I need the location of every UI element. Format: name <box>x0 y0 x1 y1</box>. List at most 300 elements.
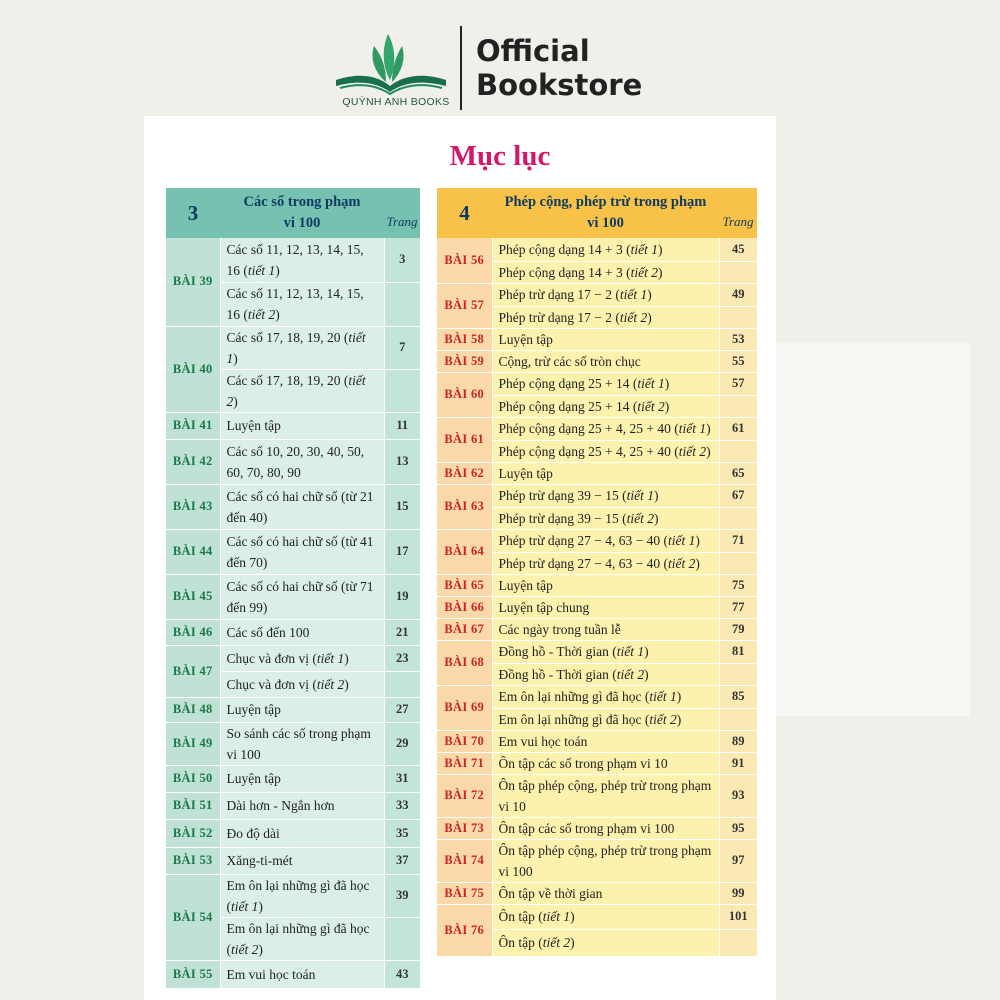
lesson-title <box>220 238 384 282</box>
brand-header <box>330 22 650 114</box>
toc-row <box>437 640 757 663</box>
toc-row <box>166 645 420 671</box>
page-number: 31 <box>384 765 420 792</box>
lesson-label: BÀI 42 <box>166 439 220 484</box>
lesson-label: BÀI 50 <box>166 765 220 792</box>
toc-row <box>166 326 420 369</box>
toc-row <box>437 372 757 395</box>
page-number <box>384 671 420 697</box>
lesson-period-text: tiết 1 <box>668 533 696 548</box>
lesson-title-text: ) <box>275 262 280 278</box>
lesson-label: BÀI 69 <box>437 685 492 730</box>
lesson-period-text: tiết 2 <box>616 666 645 682</box>
lesson-label: BÀI 65 <box>437 574 492 596</box>
brand-tagline <box>476 34 642 102</box>
lesson-title <box>220 847 384 874</box>
lesson-title <box>492 640 719 663</box>
page-number: 81 <box>719 640 757 663</box>
brand-logo-text: QUỲNH ANH BOOKS <box>342 96 450 108</box>
lesson-label: BÀI 70 <box>437 730 492 752</box>
lesson-title <box>492 574 719 596</box>
lesson-title-text: Luyện tập <box>226 702 281 717</box>
page-number: 29 <box>384 722 420 765</box>
lesson-title-text: ) <box>657 241 663 257</box>
toc-row <box>437 596 757 618</box>
lesson-title-text: Xăng-ti-mét <box>226 853 293 868</box>
lesson-label: BÀI 63 <box>437 484 492 529</box>
page-number: 21 <box>384 619 420 645</box>
lesson-title-text: Các số 17, 18, 19, 20 ( <box>226 372 349 388</box>
lesson-period-text: tiết 2 <box>247 307 276 322</box>
page-number: 99 <box>719 882 757 904</box>
page-number: 71 <box>719 529 757 552</box>
toc-row <box>166 484 420 529</box>
lesson-title-text: Phép cộng dạng 14 + 3 ( <box>498 241 631 257</box>
lesson-title <box>220 484 384 529</box>
lesson-label: BÀI 59 <box>437 350 492 372</box>
tagline-line1: Official <box>476 34 590 68</box>
lesson-label: BÀI 48 <box>166 697 220 722</box>
toc-row <box>437 774 757 817</box>
lesson-title-text: Ôn tập các số trong phạm vi 10 <box>498 755 668 771</box>
lesson-title <box>220 574 384 619</box>
lesson-title <box>492 618 719 640</box>
lesson-title-text: Các ngày trong tuần lễ <box>498 621 621 637</box>
lesson-title <box>492 882 719 904</box>
lesson-label: BÀI 73 <box>437 817 492 839</box>
lesson-title <box>492 507 719 529</box>
lesson-title-text: So sánh các số trong phạm vi 100 <box>226 725 371 762</box>
lesson-title <box>220 917 384 960</box>
lesson-period-text: tiết 2 <box>630 264 658 280</box>
lesson-title-text: Em ôn lại những gì đã học ( <box>498 711 650 727</box>
lesson-title-text: ) <box>644 644 649 659</box>
lesson-title-text: Luyện tập <box>498 465 553 481</box>
lesson-title <box>492 484 719 507</box>
lesson-title-text: ) <box>233 350 238 366</box>
lesson-label: BÀI 52 <box>166 819 220 847</box>
toc-row <box>437 817 757 839</box>
lesson-title <box>220 697 384 722</box>
lesson-title-text: Đồng hồ - Thời gian ( <box>498 644 617 659</box>
lesson-title <box>220 619 384 645</box>
lesson-title <box>220 282 384 326</box>
lesson-title-text: Luyện tập <box>226 771 281 786</box>
page-number: 7 <box>384 326 420 369</box>
lesson-title-text: ) <box>654 488 659 503</box>
toc-row <box>437 484 757 507</box>
page-number: 35 <box>384 819 420 847</box>
lesson-period-text: tiết 2 <box>226 372 366 409</box>
chapter-3-header <box>166 188 420 238</box>
lesson-label: BÀI 76 <box>437 904 492 956</box>
lesson-title-text: Ôn tập ( <box>498 935 543 950</box>
lesson-title-text: ) <box>233 393 238 409</box>
page-number <box>719 552 757 574</box>
page-number <box>384 282 420 326</box>
lesson-title-text: ) <box>654 510 659 526</box>
chapter-3-title <box>220 188 384 238</box>
page-number: 3 <box>384 238 420 282</box>
lesson-title <box>492 440 719 462</box>
toc-row <box>166 792 420 819</box>
chapter-4-number: 4 <box>437 188 492 238</box>
lesson-title-text: ) <box>344 676 349 692</box>
lesson-title <box>492 663 719 685</box>
toc-row <box>437 574 757 596</box>
lesson-title-text: ) <box>258 941 263 957</box>
lesson-title-text: ) <box>657 264 663 280</box>
lesson-title-text: ) <box>695 533 700 548</box>
lesson-title <box>220 722 384 765</box>
toc-row <box>437 462 757 484</box>
page-number: 55 <box>719 350 757 372</box>
lesson-title <box>492 462 719 484</box>
toc-row <box>437 730 757 752</box>
lesson-title-text: Luyện tập <box>226 418 281 433</box>
page-number: 77 <box>719 596 757 618</box>
lesson-period-text: tiết 2 <box>649 711 677 727</box>
toc-row <box>166 847 420 874</box>
lesson-title-text: ) <box>647 287 652 302</box>
lesson-title-text: Luyện tập chung <box>498 599 590 615</box>
lesson-period-text: tiết 2 <box>316 676 345 692</box>
page-number: 13 <box>384 439 420 484</box>
lesson-period-text: tiết 1 <box>619 287 648 302</box>
page-number: 75 <box>719 574 757 596</box>
lesson-title-text: Phép trừ dạng 27 − 4, 63 − 40 ( <box>498 555 669 571</box>
lesson-title <box>220 369 384 412</box>
lesson-title-text: Phép trừ dạng 17 − 2 ( <box>498 287 620 302</box>
tagline-line2: Bookstore <box>476 68 643 102</box>
lesson-title-text: Ôn tập ( <box>498 909 543 924</box>
lesson-label: BÀI 43 <box>166 484 220 529</box>
chapter-4-title <box>492 188 719 238</box>
lesson-period-text: tiết 1 <box>649 689 677 704</box>
header-divider <box>460 26 462 110</box>
lesson-title <box>492 839 719 882</box>
lesson-title-text: Phép cộng dạng 25 + 14 ( <box>498 376 638 391</box>
lesson-label: BÀI 56 <box>437 238 492 283</box>
toc-row <box>437 350 757 372</box>
page-number: 57 <box>719 372 757 395</box>
lesson-period-text: tiết 1 <box>626 488 655 503</box>
toc-row <box>166 819 420 847</box>
page-number <box>719 395 757 417</box>
toc-row <box>437 283 757 306</box>
lesson-title <box>220 439 384 484</box>
page-number: 45 <box>719 238 757 261</box>
page-number: 61 <box>719 417 757 440</box>
lesson-title-text: Các số 11, 12, 13, 14, 15, 16 ( <box>226 241 364 278</box>
lesson-title-text: Các số có hai chữ số (từ 21 đến 40) <box>226 488 374 525</box>
lesson-title-text: Ôn tập phép cộng, phép trừ trong phạm vi 10 <box>498 777 712 814</box>
page-number: 11 <box>384 412 420 439</box>
lesson-title-text: Em ôn lại những gì đã học ( <box>226 920 370 957</box>
lesson-title-text: Chục và đơn vị ( <box>226 676 317 692</box>
lesson-title-text: Dài hơn - Ngắn hơn <box>226 798 335 813</box>
lesson-label: BÀI 71 <box>437 752 492 774</box>
lesson-period-text: tiết 1 <box>637 376 665 391</box>
lesson-label: BÀI 68 <box>437 640 492 685</box>
lesson-title-text: Phép trừ dạng 17 − 2 ( <box>498 309 620 325</box>
toc-row <box>437 417 757 440</box>
chapter-3-toc-table <box>166 188 420 989</box>
page-number <box>719 306 757 328</box>
lesson-label: BÀI 49 <box>166 722 220 765</box>
lesson-title-text: Phép cộng dạng 25 + 4, 25 + 40 ( <box>498 421 679 436</box>
page-number: 19 <box>384 574 420 619</box>
chapter-4-page-column-header: Trang <box>719 188 757 238</box>
lesson-label: BÀI 53 <box>166 847 220 874</box>
page-number: 67 <box>719 484 757 507</box>
lesson-period-text: tiết 2 <box>678 443 707 459</box>
lesson-period-text: tiết 1 <box>616 644 645 659</box>
lesson-label: BÀI 46 <box>166 619 220 645</box>
lesson-label: BÀI 67 <box>437 618 492 640</box>
lesson-label: BÀI 44 <box>166 529 220 574</box>
lesson-label: BÀI 55 <box>166 960 220 988</box>
toc-row <box>437 839 757 882</box>
lesson-title-text: Em ôn lại những gì đã học ( <box>498 689 650 704</box>
lesson-title <box>492 261 719 283</box>
page-number <box>384 917 420 960</box>
lesson-title-text: Phép trừ dạng 27 − 4, 63 − 40 ( <box>498 533 669 548</box>
page-number: 97 <box>719 839 757 882</box>
lesson-title-text: ) <box>695 555 700 571</box>
lesson-title-text: Các số 10, 20, 30, 40, 50, 60, 70, 80, 90 <box>226 443 365 480</box>
lesson-title-text: Các số có hai chữ số (từ 71 đến 99) <box>226 578 374 615</box>
lesson-title <box>220 645 384 671</box>
page-number <box>719 663 757 685</box>
toc-row <box>437 328 757 350</box>
lesson-title-text: ) <box>644 666 649 682</box>
lesson-title-text: ) <box>676 711 682 727</box>
lesson-period-text: tiết 1 <box>226 329 366 366</box>
lesson-title-text: Các số đến 100 <box>226 624 310 640</box>
page-number <box>719 929 757 956</box>
lesson-period-text: tiết 2 <box>619 309 648 325</box>
background-card <box>776 342 970 716</box>
page-number: 93 <box>719 774 757 817</box>
page-number: 17 <box>384 529 420 574</box>
chapter-3-title-line2: vi 100 <box>283 215 321 231</box>
lesson-title-text: Các số 17, 18, 19, 20 ( <box>226 329 349 345</box>
lesson-title <box>492 529 719 552</box>
lesson-label: BÀI 47 <box>166 645 220 697</box>
page-title: Mục lục <box>449 140 551 172</box>
page-number <box>719 507 757 529</box>
lesson-label: BÀI 39 <box>166 238 220 326</box>
lesson-label: BÀI 40 <box>166 326 220 412</box>
lesson-label: BÀI 74 <box>437 839 492 882</box>
lesson-title <box>220 874 384 917</box>
lesson-title-text: Em vui học toán <box>498 733 588 749</box>
page-number <box>384 369 420 412</box>
page-number: 79 <box>719 618 757 640</box>
lesson-period-text: tiết 1 <box>247 262 276 278</box>
page-number: 101 <box>719 904 757 929</box>
lesson-title <box>492 552 719 574</box>
lesson-title <box>492 372 719 395</box>
toc-row <box>166 529 420 574</box>
page-number: 23 <box>384 645 420 671</box>
page-number: 49 <box>719 283 757 306</box>
lesson-title <box>492 328 719 350</box>
lesson-title-text: ) <box>258 898 263 914</box>
lesson-label: BÀI 51 <box>166 792 220 819</box>
toc-row <box>166 574 420 619</box>
lesson-title-text: Ôn tập phép cộng, phép trừ trong phạm vi 100 <box>498 842 712 879</box>
lesson-title <box>220 792 384 819</box>
toc-row <box>166 697 420 722</box>
lesson-label: BÀI 75 <box>437 882 492 904</box>
lesson-title-text: ) <box>664 376 670 391</box>
lesson-title <box>220 529 384 574</box>
page-number <box>719 261 757 283</box>
toc-row <box>437 529 757 552</box>
lesson-title-text: ) <box>647 309 652 325</box>
toc-row <box>437 882 757 904</box>
lesson-label: BÀI 45 <box>166 574 220 619</box>
toc-row <box>166 412 420 439</box>
page-number: 53 <box>719 328 757 350</box>
lesson-title-text: ) <box>344 650 349 666</box>
lesson-title-text: Em vui học toán <box>226 966 316 982</box>
page-number: 15 <box>384 484 420 529</box>
lesson-period-text: tiết 1 <box>542 909 571 924</box>
chapter-3-page-column-header: Trang <box>384 188 420 238</box>
lesson-title <box>492 752 719 774</box>
toc-row <box>166 960 420 988</box>
lesson-period-text: tiết 2 <box>637 398 665 414</box>
lesson-title-text: Đồng hồ - Thời gian ( <box>498 666 617 682</box>
lesson-title-text: Phép cộng dạng 25 + 4, 25 + 40 ( <box>498 443 679 459</box>
lesson-period-text: tiết 1 <box>630 241 658 257</box>
toc-row <box>437 752 757 774</box>
page-number <box>719 708 757 730</box>
lesson-title-text: Các số có hai chữ số (từ 41 đến 70) <box>226 533 374 570</box>
lesson-title-text: Phép cộng dạng 14 + 3 ( <box>498 264 631 280</box>
toc-row <box>166 238 420 282</box>
lesson-period-text: tiết 2 <box>542 935 571 950</box>
lesson-label: BÀI 61 <box>437 417 492 462</box>
page-number: 85 <box>719 685 757 708</box>
chapter-4-title-line2: vi 100 <box>587 215 624 231</box>
lesson-title <box>220 326 384 369</box>
lesson-label: BÀI 72 <box>437 774 492 817</box>
page-number: 89 <box>719 730 757 752</box>
lesson-title-text: ) <box>706 443 711 459</box>
lesson-title <box>492 685 719 708</box>
toc-row <box>166 765 420 792</box>
lesson-title <box>492 817 719 839</box>
lesson-title-text: Phép trừ dạng 39 − 15 ( <box>498 510 627 526</box>
lesson-title-text: ) <box>706 421 711 436</box>
chapter-3-title-line1: Các số trong phạm <box>243 194 361 210</box>
chapter-4-title-line1: Phép cộng, phép trừ trong phạm <box>504 194 707 210</box>
lesson-title-text: Đo độ dài <box>226 825 280 841</box>
lesson-title-text: Cộng, trừ các số tròn chục <box>498 353 641 369</box>
lesson-title <box>220 671 384 697</box>
page-number: 91 <box>719 752 757 774</box>
toc-row <box>437 904 757 929</box>
lesson-title-text: Luyện tập <box>498 331 553 347</box>
lesson-title-text: Ôn tập về thời gian <box>498 885 603 901</box>
lesson-label: BÀI 60 <box>437 372 492 417</box>
page-number: 39 <box>384 874 420 917</box>
lesson-title <box>492 306 719 328</box>
chapter-4-toc-table <box>437 188 757 957</box>
lesson-title <box>492 350 719 372</box>
lesson-title-text: Các số 11, 12, 13, 14, 15, 16 ( <box>226 286 364 322</box>
page-number: 33 <box>384 792 420 819</box>
lesson-label: BÀI 41 <box>166 412 220 439</box>
page-number: 95 <box>719 817 757 839</box>
lesson-title <box>220 412 384 439</box>
lesson-label: BÀI 57 <box>437 283 492 328</box>
lesson-title <box>492 596 719 618</box>
lesson-title <box>220 819 384 847</box>
lesson-title-text: Chục và đơn vị ( <box>226 650 317 666</box>
lesson-label: BÀI 62 <box>437 462 492 484</box>
lesson-title-text: Phép trừ dạng 39 − 15 ( <box>498 488 627 503</box>
lesson-title-text: Phép cộng dạng 25 + 14 ( <box>498 398 638 414</box>
toc-row <box>166 619 420 645</box>
lesson-title <box>492 395 719 417</box>
toc-row <box>166 439 420 484</box>
lesson-period-text: tiết 2 <box>626 510 655 526</box>
lesson-period-text: tiết 1 <box>316 650 345 666</box>
lesson-title-text: ) <box>570 909 575 924</box>
page-number: 37 <box>384 847 420 874</box>
toc-row <box>437 238 757 261</box>
lesson-title-text: Ôn tập các số trong phạm vi 100 <box>498 820 675 836</box>
lesson-title <box>492 904 719 929</box>
lesson-title <box>220 960 384 988</box>
lesson-period-text: tiết 1 <box>231 898 259 914</box>
lesson-title-text: ) <box>275 307 280 322</box>
lesson-title <box>492 708 719 730</box>
page-number: 43 <box>384 960 420 988</box>
lesson-period-text: tiết 2 <box>668 555 696 571</box>
toc-row <box>166 874 420 917</box>
lesson-title-text: Em ôn lại những gì đã học ( <box>226 877 370 914</box>
lesson-title <box>492 730 719 752</box>
toc-row <box>437 618 757 640</box>
page-number <box>719 440 757 462</box>
lesson-title <box>492 417 719 440</box>
lesson-period-text: tiết 2 <box>231 941 259 957</box>
lesson-label: BÀI 66 <box>437 596 492 618</box>
lesson-title-text: ) <box>676 689 682 704</box>
lesson-title <box>492 774 719 817</box>
lesson-title-text: Luyện tập <box>498 577 553 593</box>
chapter-4-header <box>437 188 757 238</box>
lesson-title <box>492 283 719 306</box>
lesson-title <box>492 929 719 956</box>
toc-row <box>166 722 420 765</box>
lesson-title <box>492 238 719 261</box>
lesson-title-text: ) <box>570 935 575 950</box>
lesson-title <box>220 765 384 792</box>
page-number: 65 <box>719 462 757 484</box>
lesson-label: BÀI 54 <box>166 874 220 960</box>
lesson-label: BÀI 58 <box>437 328 492 350</box>
chapter-3-number: 3 <box>166 188 220 238</box>
lesson-period-text: tiết 1 <box>678 421 707 436</box>
lesson-label: BÀI 64 <box>437 529 492 574</box>
